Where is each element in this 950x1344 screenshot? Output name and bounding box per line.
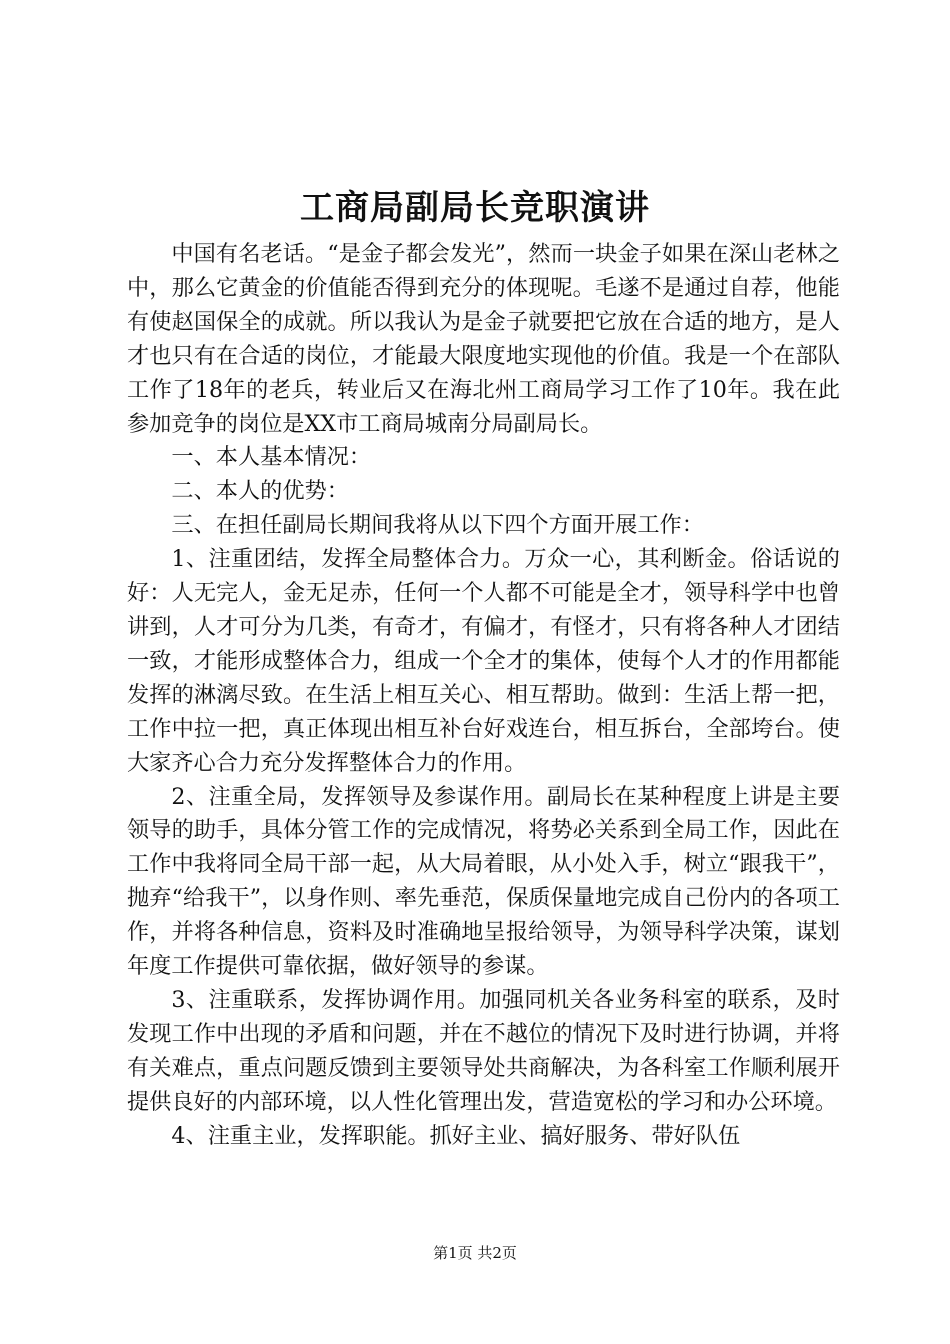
- plan-item-overall: 2、注重全局，发挥领导及参谋作用。副局长在某种程度上讲是主要领导的助手，具体分管工作的完成情况，将势必关系到全局工作，因此在工作中我将同全局干部一起，从大局着眼，从小处入手，树立“跟我干”，抛弃“给我干”，以身作则、率先垂范，保质保量地完成自己份内的各项工作，并将各种信息，资料及时准确地呈报给领导，为领导科学决策，谋划年度工作提供可靠依据，做好领导的参谋。: [127, 783, 840, 980]
- section-heading-basic-info: 一、本人基本情况：: [171, 444, 372, 471]
- plan-item-coordination: 3、注重联系，发挥协调作用。加强同机关各业务科室的联系，及时发现工作中出现的矛盾和问题，并在不越位的情况下及时进行协调，并将有关难点，重点问题反馈到主要领导处共商解决，为各科室工作顺利展开提供良好的内部环境，以人性化管理出发，营造宽松的学习和办公环境。: [127, 986, 840, 1115]
- section-heading-work-plan: 三、在担任副局长期间我将从以下四个方面开展工作：: [171, 512, 704, 539]
- plan-item-main-business: 4、注重主业，发挥职能。抓好主业、搞好服务、带好队伍: [171, 1122, 741, 1149]
- document-body: [127, 238, 840, 1153]
- plan-item-unity: 1、注重团结，发挥全局整体合力。万众一心，其利断金。俗话说的好：人无完人，金无足赤，任何一个人都不可能是全才，领导科学中也曾讲到，人才可分为几类，有奇才，有偏才，有怪才，只有将各种人才团结一致，才能形成整体合力，组成一个全才的集体，使每个人才的作用都能发挥的淋漓尽致。在生活上相互关心、相互帮助。做到：生活上帮一把，工作中拉一把，真正体现出相互补台好戏连台，相互拆台，全部垮台。使大家齐心合力充分发挥整体合力的作用。: [127, 546, 840, 776]
- page-footer: 第1页 共2页: [433, 1244, 517, 1262]
- page-title: 工商局副局长竞职演讲: [300, 188, 650, 228]
- section-heading-advantages: 二、本人的优势：: [171, 478, 349, 505]
- intro-paragraph: 中国有名老话。“是金子都会发光”，然而一块金子如果在深山老林之中，那么它黄金的价值能否得到充分的体现呢。毛遂不是通过自荐，他能有使赵国保全的成就。所以我认为是金子就要把它放在合适的地方，是人才也只有在合适的岗位，才能最大限度地实现他的价值。我是一个在部队工作了18年的老兵，转业后又在海北州工商局学习工作了10年。我在此参加竞争的岗位是XX市工商局城南分局副局长。: [127, 241, 840, 437]
